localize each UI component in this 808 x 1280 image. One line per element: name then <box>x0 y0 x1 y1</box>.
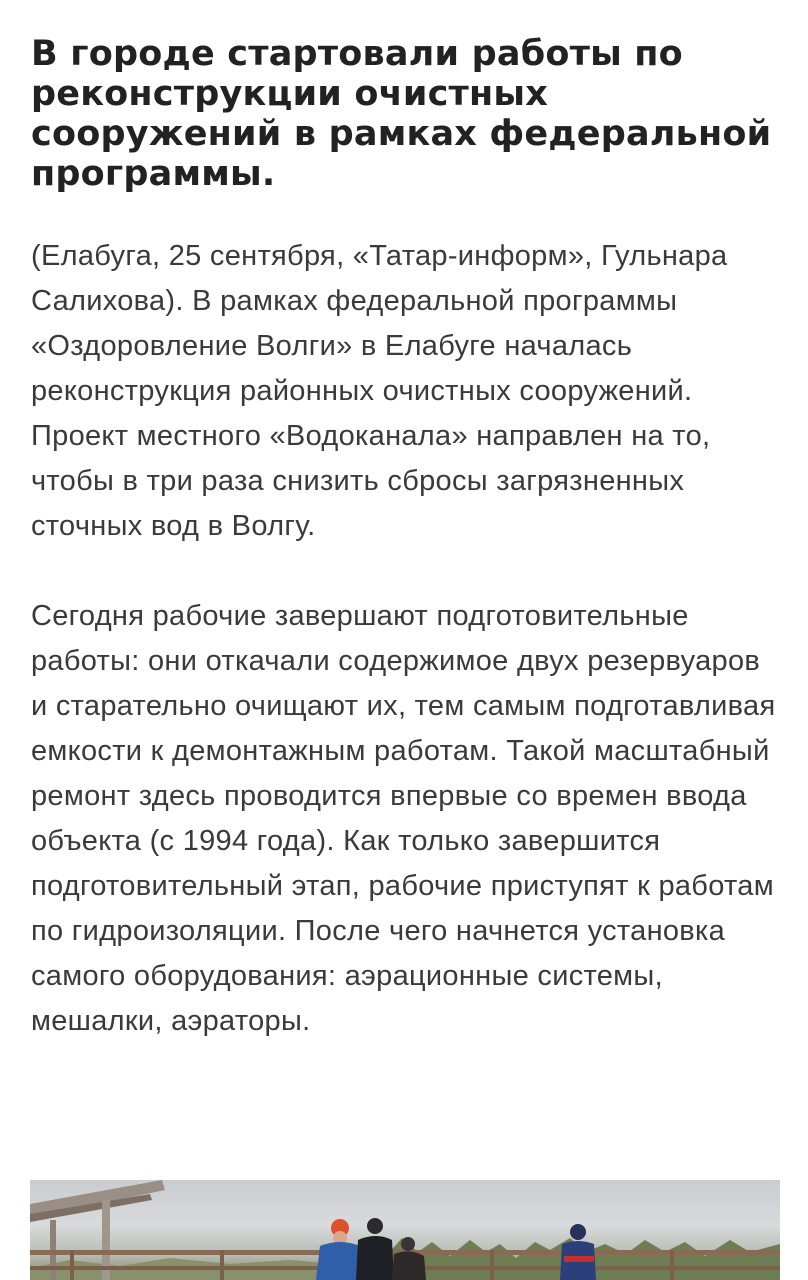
worker-head <box>367 1218 383 1234</box>
worker-head <box>401 1237 415 1251</box>
worker-stripe <box>564 1256 594 1262</box>
article-body <box>31 234 778 1044</box>
article-photo[interactable] <box>30 1180 780 1280</box>
article-paragraph-2: Сегодня рабочие завершают подготовительные работы: они откачали содержимое двух резервуаров и старательно очищают их, тем самым подготавливая емкости к демонтажным работам. Такой масштабный ремонт здесь проводится впервые со времен ввода объекта (с 1994 года). Как только завершится подготовительный этап, рабочие приступят к работам по гидроизоляции. После чего начнется установка самого оборудования: аэрационные системы, мешалки, аэраторы. <box>31 600 776 1037</box>
photo-illustration <box>30 1180 780 1280</box>
article-paragraph-1: (Елабуга, 25 сентября, «Татар-информ», Гульнара Салихова). В рамках федеральной программы «Оздоровление Волги» в Елабуге началась реконструкция районных очистных сооружений. Проект местного «Водоканала» направлен на то, чтобы в три раза снизить сбросы загрязненных сточных вод в Волгу. <box>31 240 728 542</box>
article-headline: В городе стартовали работы по реконструкции очистных сооружений в рамках федеральной программы. <box>31 34 772 194</box>
railing-post <box>490 1250 494 1280</box>
railing-post <box>670 1250 674 1280</box>
worker-head <box>570 1224 586 1240</box>
worker-body <box>392 1251 426 1280</box>
railing-post <box>70 1250 74 1280</box>
railing-post <box>220 1250 224 1280</box>
worker-body <box>356 1236 394 1280</box>
